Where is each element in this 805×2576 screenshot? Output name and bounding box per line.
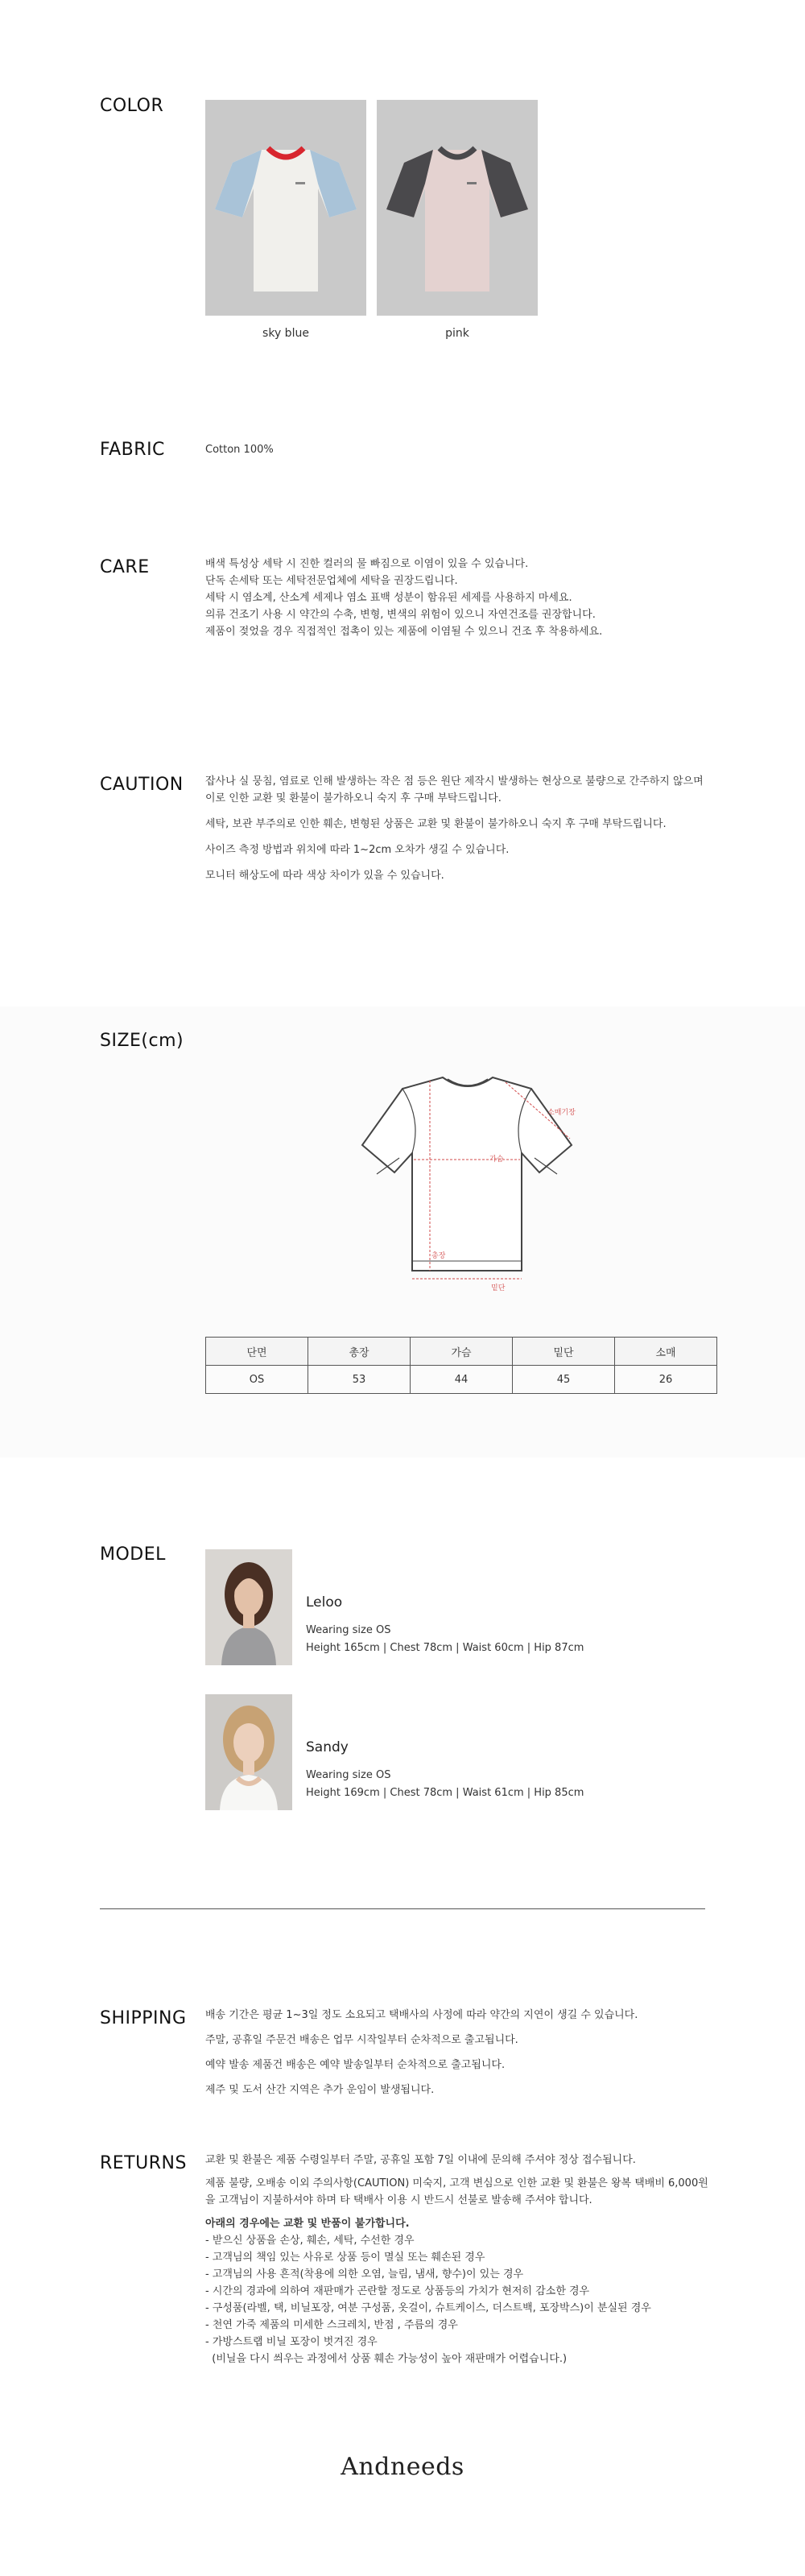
- returns-text: [205, 2152, 712, 2367]
- size-table-header: 소매: [615, 1338, 717, 1366]
- shipping-paragraph: 제주 및 도서 산간 지역은 추가 운임이 발생됩니다.: [205, 2084, 435, 2096]
- size-table-header: 단면: [206, 1338, 308, 1366]
- size-heading: SIZE(cm): [100, 1031, 184, 1051]
- brand-logo: Andneeds: [341, 2453, 464, 2481]
- caution-heading: CAUTION: [100, 775, 184, 795]
- returns-item: - 구성품(라벨, 택, 비닐포장, 여분 구성품, 옷걸이, 슈트케이스, 더스트백, 포장박스)이 분실된 경우: [205, 2302, 651, 2314]
- shipping-text: [205, 2007, 712, 2098]
- size-table-header-row: [206, 1338, 717, 1366]
- returns-item: - 고객님의 책임 있는 사유로 상품 등이 멸실 또는 훼손된 경우: [205, 2251, 485, 2264]
- sky-blue-tee-photo: [205, 100, 366, 316]
- care-line: 단독 손세탁 또는 세탁전문업체에 세탁을 권장드립니다.: [205, 575, 458, 587]
- returns-item: - 받으신 상품을 손상, 훼손, 세탁, 수선한 경우: [205, 2235, 415, 2247]
- size-table-cell: 45: [513, 1366, 615, 1394]
- model-photo-leloo: [205, 1549, 292, 1665]
- care-heading: CARE: [100, 557, 150, 577]
- returns-item: - 시간의 경과에 의하여 재판매가 곤란할 정도로 상품등의 가치가 현저히 감소한 경우: [205, 2285, 590, 2297]
- shipping-paragraph: 배송 기간은 평균 1~3일 정도 소요되고 택배사의 사정에 따라 약간의 지연이 생길 수 있습니다.: [205, 2009, 638, 2021]
- size-table-cell: OS: [206, 1366, 308, 1394]
- size-diagram: [354, 1071, 580, 1288]
- swatch-label-pink: pink: [445, 327, 469, 340]
- care-line: 의류 건조기 사용 시 약간의 수축, 변형, 변색의 위험이 있으니 자연건조를 권장합니다.: [205, 609, 596, 621]
- model-wearing-sandy: Wearing size OS: [306, 1769, 391, 1781]
- returns-item: - 가방스트랩 비닐 포장이 벗겨진 경우: [205, 2336, 378, 2348]
- table-row: [206, 1366, 717, 1394]
- size-table-cell: 26: [615, 1366, 717, 1394]
- diagram-label-hem: 밑단: [491, 1284, 506, 1292]
- model-photo-sandy: [205, 1694, 292, 1810]
- model-wearing-leloo: Wearing size OS: [306, 1624, 391, 1636]
- care-line: 제품이 젖었을 경우 직접적인 접촉이 있는 제품에 이염될 수 있으니 건조 후 착용하세요.: [205, 626, 603, 638]
- fabric-heading: FABRIC: [100, 440, 165, 460]
- shipping-heading: SHIPPING: [100, 2008, 187, 2028]
- diagram-label-length: 총장: [431, 1252, 446, 1260]
- size-table-cell: 53: [308, 1366, 411, 1394]
- model-heading: MODEL: [100, 1544, 166, 1565]
- caution-paragraph: 잡사나 실 뭉침, 염료로 인해 발생하는 작은 점 등은 원단 제작시 발생하는 현상으로 불량으로 간주하지 않으며 이로 인한 교환 및 환불이 불가하오니 숙지 후 구매 부탁드립니다.: [205, 775, 704, 804]
- caution-paragraph: 사이즈 측정 방법과 위치에 따라 1~2cm 오차가 생길 수 있습니다.: [205, 844, 510, 856]
- color-heading: COLOR: [100, 96, 164, 116]
- diagram-label-sleeve: 소매기장: [547, 1109, 576, 1117]
- size-table-header: 밑단: [513, 1338, 615, 1366]
- model-name-leloo: Leloo: [306, 1594, 343, 1611]
- size-table: [205, 1337, 717, 1394]
- returns-defect: 제품 불량, 오배송 이외 주의사항(CAUTION) 미숙지, 고객 변심으로 인한 교환 및 환불은 왕복 택배비 6,000원을 고객님이 지불하셔야 하며 타 택배사 이용 시 반드시 선불로 발송해 주셔야 합니다.: [205, 2177, 708, 2206]
- caution-paragraph: 모니터 해상도에 따라 색상 차이가 있을 수 있습니다.: [205, 870, 444, 882]
- caution-text: [205, 773, 712, 884]
- diagram-label-chest: 가슴: [489, 1156, 504, 1164]
- section-divider: [100, 1908, 705, 1909]
- model-name-sandy: Sandy: [306, 1739, 349, 1755]
- model-measurements-leloo: Height 165cm | Chest 78cm | Waist 60cm | Hip 87cm: [306, 1642, 584, 1654]
- returns-intro: 교환 및 환불은 제품 수령일부터 주말, 공휴일 포함 7일 이내에 문의해 주셔야 정상 접수됩니다.: [205, 2154, 636, 2166]
- size-table-header: 가슴: [411, 1338, 513, 1366]
- returns-item: - 천연 가죽 제품의 미세한 스크레치, 반점 , 주름의 경우: [205, 2319, 458, 2331]
- returns-item: (비닐을 다시 씌우는 과정에서 상품 훼손 가능성이 높아 재판매가 어렵습니다.): [205, 2353, 568, 2365]
- care-line: 세탁 시 염소계, 산소계 세제나 염소 표백 성분이 함유된 세제를 사용하지 마세요.: [205, 592, 572, 604]
- model-measurements-sandy: Height 169cm | Chest 78cm | Waist 61cm | Hip 85cm: [306, 1787, 584, 1799]
- shipping-paragraph: 예약 발송 제품건 배송은 예약 발송일부터 순차적으로 출고됩니다.: [205, 2059, 506, 2071]
- fabric-text: Cotton 100%: [205, 444, 274, 456]
- size-table-cell: 44: [411, 1366, 513, 1394]
- shipping-paragraph: 주말, 공휴일 주문건 배송은 업무 시작일부터 순차적으로 출고됩니다.: [205, 2034, 518, 2046]
- caution-paragraph: 세탁, 보관 부주의로 인한 훼손, 변형된 상품은 교환 및 환불이 불가하오니 숙지 후 구매 부탁드립니다.: [205, 818, 667, 830]
- returns-not-allowed-title: 아래의 경우에는 교환 및 반품이 불가합니다.: [205, 2218, 410, 2230]
- care-line: 배색 특성상 세탁 시 진한 컬러의 물 빠짐으로 이염이 있을 수 있습니다.: [205, 558, 529, 570]
- size-table-header: 총장: [308, 1338, 411, 1366]
- swatch-label-sky-blue: sky blue: [262, 327, 309, 340]
- returns-item: - 고객님의 사용 흔적(착용에 의한 오염, 늘림, 냄새, 향수)이 있는 경우: [205, 2268, 524, 2280]
- care-text: [205, 556, 712, 640]
- returns-heading: RETURNS: [100, 2153, 187, 2173]
- pink-tee-photo: [377, 100, 538, 316]
